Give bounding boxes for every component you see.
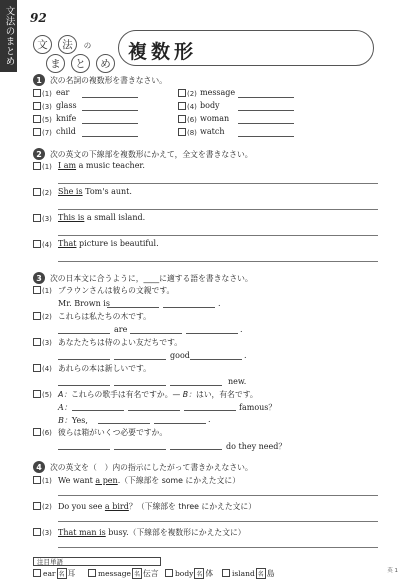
japanese-sentence: 彼らは箱がいくつ必要ですか。	[58, 428, 168, 437]
item-number: (1)	[33, 89, 52, 98]
japanese-sentence: これらは私たちの木です。	[58, 312, 151, 321]
sentence-end: .	[240, 325, 243, 334]
section-instruction: 次の名詞の複数形を書きなさい。	[50, 76, 167, 85]
item-number: (6)	[33, 428, 52, 437]
item-number: (3)	[33, 528, 52, 537]
answer-line[interactable]	[238, 136, 294, 137]
vocab-item[interactable]: ear 名 耳	[33, 568, 75, 579]
noun-word: ear	[56, 88, 70, 97]
dialog-japanese: A：これらの歌手は有名ですか。— B：はい，有名です。	[58, 390, 258, 399]
header-bubble: と	[71, 54, 90, 73]
blank[interactable]	[107, 307, 159, 308]
answer-line[interactable]	[82, 123, 138, 124]
answer-line[interactable]	[238, 97, 294, 98]
blank[interactable]	[130, 333, 182, 334]
answer-line[interactable]	[238, 110, 294, 111]
blank[interactable]	[114, 359, 166, 360]
blank[interactable]	[190, 359, 242, 360]
page-number: 92	[30, 11, 47, 25]
item-number: (2)	[33, 502, 52, 511]
english-prompt: Mr. Brown is	[58, 299, 110, 308]
sentence-end: do they need？	[226, 442, 287, 451]
section-instruction: 次の日本文に合うように，____に適する語を書きなさい。	[50, 274, 253, 283]
blank[interactable]	[58, 359, 110, 360]
answer-line[interactable]	[238, 123, 294, 124]
answer-line[interactable]	[58, 261, 378, 262]
vocab-header: 注目単語	[33, 557, 161, 566]
sentence-end: .	[208, 415, 211, 424]
noun-word: body	[200, 101, 220, 110]
english-word: are	[114, 325, 128, 334]
item-number: (4)	[178, 102, 197, 111]
sentence-end: .	[244, 351, 247, 360]
dialog-a-label: A：	[58, 403, 72, 412]
item-number: (3)	[33, 214, 52, 223]
header-bubble: め	[96, 54, 115, 73]
item-number: (5)	[33, 115, 52, 124]
noun-word: knife	[56, 114, 77, 123]
sentence-end: new.	[228, 377, 247, 386]
noun-word: glass	[56, 101, 77, 110]
answer-line[interactable]	[58, 495, 378, 496]
header-bubble: の	[83, 41, 92, 50]
blank[interactable]	[72, 410, 124, 411]
japanese-sentence: ブラウンさんは彼らの文親です。	[58, 286, 175, 295]
item-number: (3)	[33, 102, 52, 111]
blank[interactable]	[58, 449, 110, 450]
header-bubble: 法	[58, 35, 77, 54]
item-number: (5)	[33, 390, 52, 399]
answer-line[interactable]	[82, 110, 138, 111]
item-number: (1)	[33, 162, 52, 171]
section-instruction: 次の英文を（ ）内の指示にしたがって書きかえなさい。	[50, 463, 253, 472]
section-badge: 2	[33, 148, 45, 160]
blank[interactable]	[114, 449, 166, 450]
header-bubble: 文	[33, 35, 52, 54]
sentence-end: famous？	[239, 403, 277, 412]
english-word: good	[170, 351, 190, 360]
blank[interactable]	[186, 333, 238, 334]
section-badge: 4	[33, 461, 45, 473]
blank[interactable]	[184, 410, 236, 411]
vocab-item[interactable]: message 名 伝言	[88, 568, 159, 579]
sentence: That man is busy.（下線部を複数形にかえた文に）	[58, 528, 246, 537]
blank[interactable]	[98, 423, 150, 424]
side-tab: 文法のまとめ	[0, 0, 17, 72]
footer-code: 英 1	[387, 568, 398, 574]
blank[interactable]	[58, 333, 110, 334]
vocab-item[interactable]: island 名 島	[222, 568, 275, 579]
blank[interactable]	[163, 307, 215, 308]
noun-word: message	[200, 88, 236, 97]
answer-line[interactable]	[82, 136, 138, 137]
item-number: (2)	[178, 89, 197, 98]
sentence: This is a small island.	[58, 213, 146, 222]
blank[interactable]	[170, 385, 222, 386]
sentence: She is Tom's aunt.	[58, 187, 132, 196]
item-number: (4)	[33, 364, 52, 373]
answer-line[interactable]	[58, 521, 378, 522]
blank[interactable]	[114, 385, 166, 386]
header-bubble: ま	[46, 54, 65, 73]
item-number: (8)	[178, 128, 197, 137]
blank[interactable]	[58, 385, 110, 386]
item-number: (2)	[33, 188, 52, 197]
section-badge: 1	[33, 74, 45, 86]
japanese-sentence: あなたたちは侍のよい友だちです。	[58, 338, 183, 347]
answer-line[interactable]	[58, 547, 378, 548]
dialog-b-line: B：Yes,	[58, 416, 88, 425]
item-number: (3)	[33, 338, 52, 347]
page-title: 複数形	[128, 41, 198, 63]
noun-word: watch	[200, 127, 225, 136]
section-instruction: 次の英文の下線部を複数形にかえて，全文を書きなさい。	[50, 150, 253, 159]
section-badge: 3	[33, 272, 45, 284]
answer-line[interactable]	[82, 97, 138, 98]
answer-line[interactable]	[58, 183, 378, 184]
item-number: (6)	[178, 115, 197, 124]
sentence-end: .	[218, 299, 221, 308]
item-number: (1)	[33, 476, 52, 485]
sentence: That picture is beautiful.	[58, 239, 159, 248]
sentence: We want a pen.（下線部を some にかえた文に）	[58, 476, 240, 485]
blank[interactable]	[154, 423, 206, 424]
item-number: (2)	[33, 312, 52, 321]
answer-line[interactable]	[58, 235, 378, 236]
sentence: Do you see a bird？（下線部を three にかえた文に）	[58, 502, 257, 511]
japanese-sentence: あれらの本は新しいです。	[58, 364, 151, 373]
item-number: (4)	[33, 240, 52, 249]
item-number: (1)	[33, 286, 52, 295]
blank[interactable]	[170, 449, 222, 450]
sentence: I am a music teacher.	[58, 161, 145, 170]
item-number: (7)	[33, 128, 52, 137]
blank[interactable]	[128, 410, 180, 411]
answer-line[interactable]	[58, 209, 378, 210]
noun-word: woman	[200, 114, 230, 123]
noun-word: child	[56, 127, 76, 136]
vocab-item[interactable]: body 名 体	[165, 568, 213, 579]
